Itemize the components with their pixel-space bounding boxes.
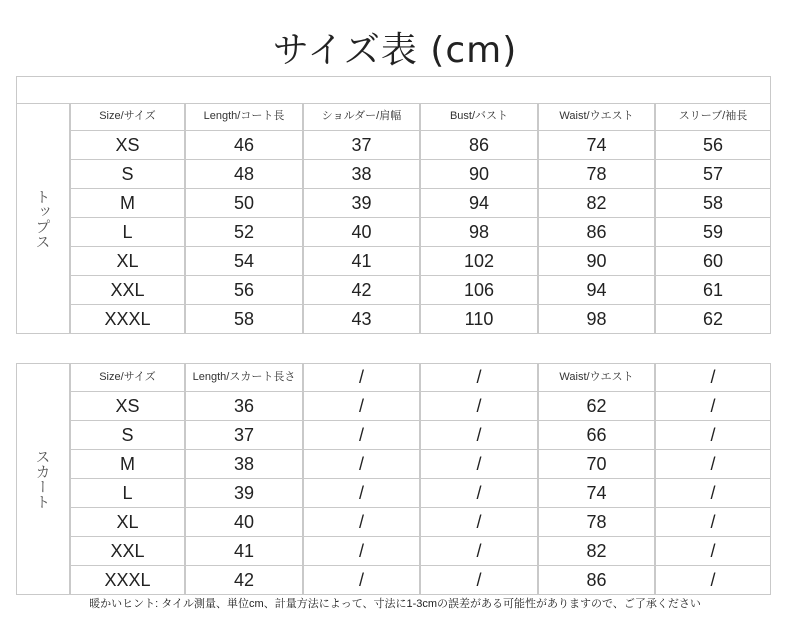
skirt-header-cell: / (655, 363, 771, 392)
tops-table-cell: 110 (420, 305, 538, 334)
skirt-header-cell: Waist/ウエスト (538, 363, 655, 392)
skirt-table-cell: / (303, 479, 420, 508)
tops-table-cell: 90 (420, 160, 538, 189)
tops-side-label: トップス (16, 103, 70, 334)
skirt-table-cell: L (70, 479, 185, 508)
tops-table-cell: 94 (538, 276, 655, 305)
skirt-table-cell: 78 (538, 508, 655, 537)
skirt-table-cell: 38 (185, 450, 303, 479)
skirt-table-cell: / (655, 450, 771, 479)
tops-banner-row (16, 76, 771, 103)
skirt-table-cell: 39 (185, 479, 303, 508)
skirt-table-cell: / (303, 421, 420, 450)
skirt-table-cell: / (655, 508, 771, 537)
tops-table-cell: 48 (185, 160, 303, 189)
skirt-table-cell: 40 (185, 508, 303, 537)
tops-header-cell: スリーブ/袖長 (655, 103, 771, 131)
tops-table-cell: XXL (70, 276, 185, 305)
tops-table-cell: 94 (420, 189, 538, 218)
skirt-table-cell: XL (70, 508, 185, 537)
skirt-table-cell: / (655, 537, 771, 566)
tops-header-cell: Bust/バスト (420, 103, 538, 131)
skirt-table-cell: / (303, 508, 420, 537)
tops-table-cell: 56 (655, 131, 771, 160)
skirt-table-cell: / (303, 537, 420, 566)
skirt-table-cell: / (420, 566, 538, 595)
tops-header-cell: Waist/ウエスト (538, 103, 655, 131)
page-title: サイズ表 (cm) (272, 30, 518, 71)
skirt-table-cell: 86 (538, 566, 655, 595)
skirt-table-cell: 62 (538, 392, 655, 421)
skirt-header-cell: / (303, 363, 420, 392)
skirt-table-cell: 41 (185, 537, 303, 566)
skirt-table-cell: 70 (538, 450, 655, 479)
skirt-table-cell: / (420, 392, 538, 421)
tops-table-cell: 59 (655, 218, 771, 247)
skirt-table-cell: 82 (538, 537, 655, 566)
skirt-table-cell: / (655, 566, 771, 595)
tops-table-cell: 102 (420, 247, 538, 276)
tops-table-cell: 60 (655, 247, 771, 276)
tops-table-cell: 98 (538, 305, 655, 334)
skirt-header-cell: / (420, 363, 538, 392)
tops-table-cell: 41 (303, 247, 420, 276)
skirt-side-label: スカート (16, 363, 70, 595)
tops-table-cell: 86 (420, 131, 538, 160)
skirt-table-cell: XXXL (70, 566, 185, 595)
tops-table-cell: 106 (420, 276, 538, 305)
tops-table-cell: 52 (185, 218, 303, 247)
skirt-header-cell: Length/スカート長さ (185, 363, 303, 392)
tops-table-cell: XXXL (70, 305, 185, 334)
skirt-table-cell: / (303, 450, 420, 479)
tops-table-cell: S (70, 160, 185, 189)
skirt-table-cell: / (655, 421, 771, 450)
tops-table-cell: 56 (185, 276, 303, 305)
skirt-table-cell: M (70, 450, 185, 479)
skirt-table-cell: XS (70, 392, 185, 421)
skirt-header-cell: Size/サイズ (70, 363, 185, 392)
skirt-table-cell: 66 (538, 421, 655, 450)
tops-table-cell: 58 (655, 189, 771, 218)
skirt-table-cell: / (420, 421, 538, 450)
tops-table-cell: 82 (538, 189, 655, 218)
tops-header-cell: Size/サイズ (70, 103, 185, 131)
tops-table-cell: 98 (420, 218, 538, 247)
tops-table-cell: 50 (185, 189, 303, 218)
skirt-table-cell: / (420, 537, 538, 566)
skirt-table-cell: / (303, 392, 420, 421)
tops-table-cell: M (70, 189, 185, 218)
tops-table-cell: 62 (655, 305, 771, 334)
skirt-table-cell: 42 (185, 566, 303, 595)
skirt-table-cell: / (420, 450, 538, 479)
tops-table-cell: 74 (538, 131, 655, 160)
skirt-table-cell: / (655, 392, 771, 421)
tops-table-cell: 57 (655, 160, 771, 189)
tops-table-cell: 46 (185, 131, 303, 160)
skirt-table-cell: / (420, 508, 538, 537)
tops-header-cell: ショルダー/肩幅 (303, 103, 420, 131)
tops-header-cell: Length/コート長 (185, 103, 303, 131)
tops-table-cell: 38 (303, 160, 420, 189)
tops-table-cell: 78 (538, 160, 655, 189)
tops-table-cell: 61 (655, 276, 771, 305)
tops-table-cell: XS (70, 131, 185, 160)
skirt-table-cell: / (303, 566, 420, 595)
tops-table-cell: 86 (538, 218, 655, 247)
skirt-table-cell: / (420, 479, 538, 508)
tops-table-cell: 42 (303, 276, 420, 305)
tops-table-cell: 37 (303, 131, 420, 160)
tops-table-cell: 90 (538, 247, 655, 276)
tops-table-cell: L (70, 218, 185, 247)
tops-table-cell: 40 (303, 218, 420, 247)
skirt-table-cell: S (70, 421, 185, 450)
measurement-note: 暖かいヒント: タイル測量、単位cm、計量方法によって、寸法に1-3cmの誤差がある可能性がありますので、ご了承ください (89, 598, 701, 610)
skirt-table-cell: 36 (185, 392, 303, 421)
tops-table-cell: 43 (303, 305, 420, 334)
skirt-table-cell: / (655, 479, 771, 508)
tops-table-cell: 58 (185, 305, 303, 334)
tops-table-cell: 39 (303, 189, 420, 218)
skirt-table-cell: 74 (538, 479, 655, 508)
skirt-table-cell: XXL (70, 537, 185, 566)
tops-table-cell: XL (70, 247, 185, 276)
skirt-table-cell: 37 (185, 421, 303, 450)
tops-table-cell: 54 (185, 247, 303, 276)
